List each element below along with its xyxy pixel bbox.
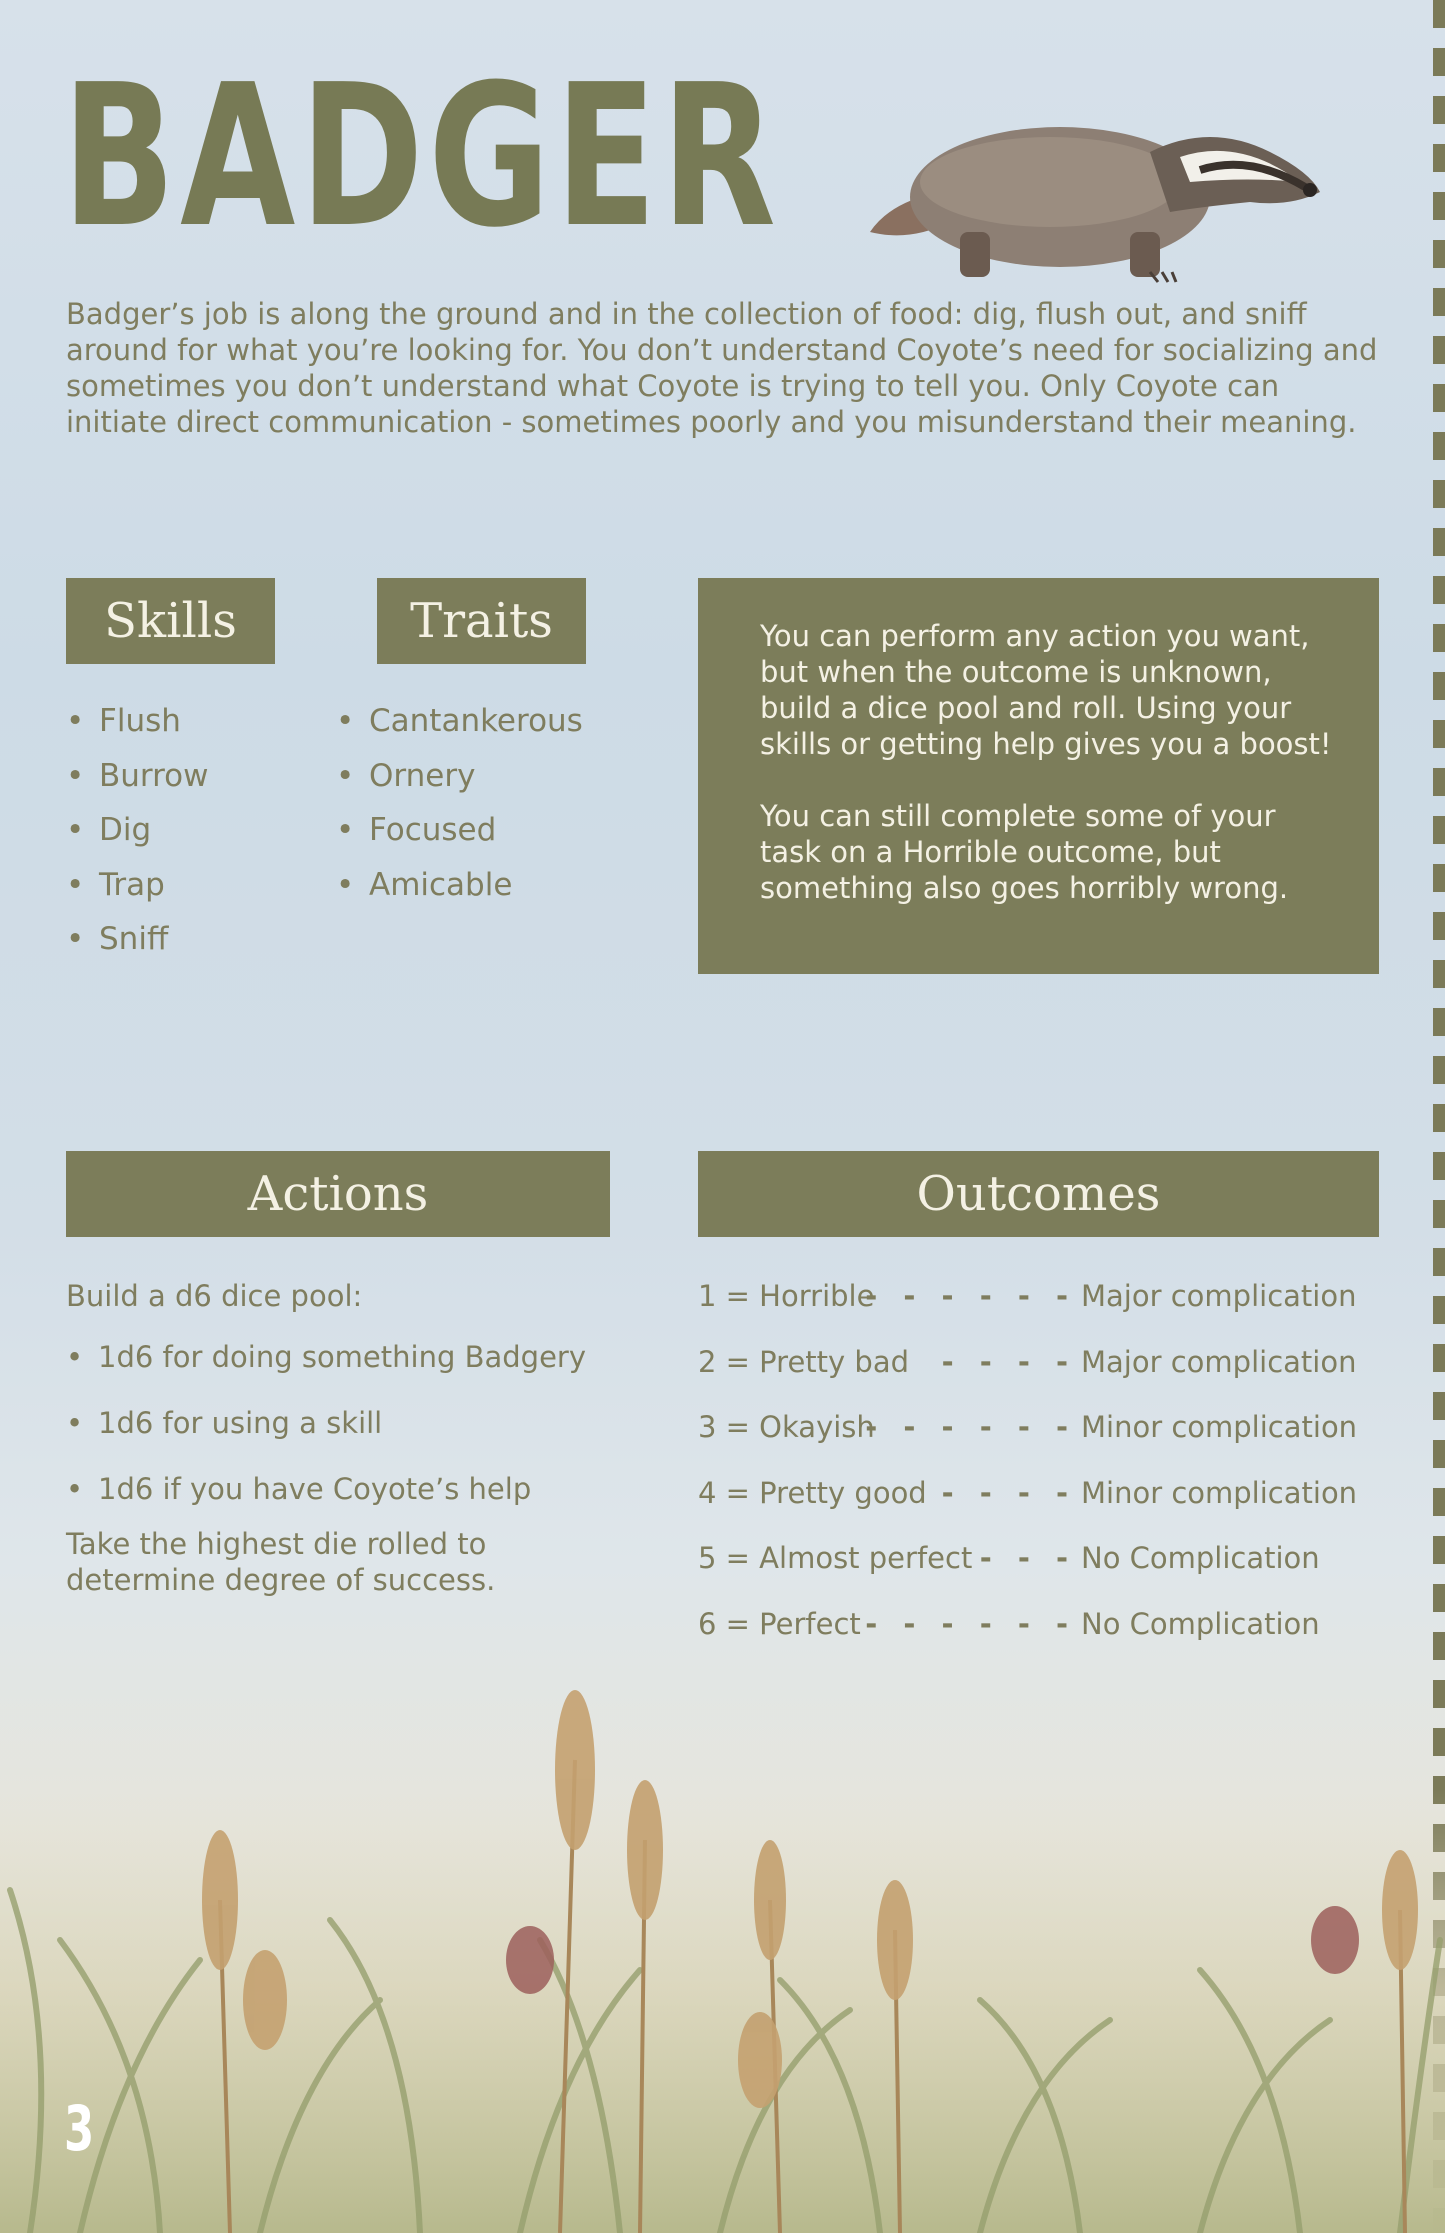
outcome-label: 4 = Pretty good (698, 1475, 927, 1510)
actions-closing: Take the highest die rolled to determine degree of success. (66, 1527, 496, 1597)
traits-list (336, 694, 583, 912)
outcomes-table (698, 1268, 1388, 1662)
outcome-result: Major complication (1081, 1344, 1357, 1379)
outcome-row (698, 1399, 1388, 1465)
list-item: • Amicable (336, 858, 583, 913)
list-item: • Dig (66, 803, 209, 858)
dash-leader: - - - (979, 1541, 1076, 1576)
list-item: • 1d6 for doing something Badgery (66, 1324, 626, 1390)
list-item: • Flush (66, 694, 209, 749)
outcome-label: 2 = Pretty bad (698, 1344, 910, 1379)
outcome-row (698, 1465, 1388, 1531)
skills-list (66, 694, 209, 967)
dash-leader: - - - - - - (865, 1279, 1076, 1313)
actions-section (66, 1268, 626, 1598)
list-item: • Cantankerous (336, 694, 583, 749)
dash-leader: - - - - - - (865, 1410, 1076, 1445)
list-item: • Ornery (336, 749, 583, 804)
list-item: • 1d6 if you have Coyote’s help (66, 1456, 626, 1522)
actions-list (66, 1324, 626, 1522)
dash-leader: - - - - (941, 1344, 1076, 1379)
outcome-result: No Complication (1081, 1606, 1320, 1641)
outcome-result: Minor complication (1081, 1410, 1358, 1445)
page-number: 3 (64, 2092, 95, 2165)
list-item: • Trap (66, 858, 209, 913)
rules-callout-box (698, 578, 1379, 974)
outcome-label: 3 = Okayish (698, 1410, 875, 1445)
skills-heading: Skills (66, 578, 275, 664)
dash-leader: - - - - (941, 1475, 1076, 1510)
list-item: • Focused (336, 803, 583, 858)
outcome-row (698, 1334, 1388, 1400)
outcome-label: 5 = Almost perfect (698, 1541, 973, 1576)
list-item: • 1d6 for using a skill (66, 1390, 626, 1456)
grass-illustration (0, 1640, 1445, 2233)
actions-heading: Actions (66, 1151, 610, 1237)
outcome-label: 1 = Horrible (698, 1279, 875, 1313)
actions-lead: Build a d6 dice pool: (66, 1279, 363, 1313)
outcomes-heading: Outcomes (698, 1151, 1379, 1237)
outcome-result: Major complication (1081, 1279, 1357, 1313)
page-title: BADGER (62, 43, 781, 271)
badger-illustration (850, 82, 1340, 292)
outcome-row (698, 1530, 1388, 1596)
dash-leader: - - - - - - (865, 1606, 1076, 1641)
traits-heading: Traits (377, 578, 586, 664)
rules-paragraph: You can still complete some of your task on a Horrible outcome, but something also goes horribly wrong. (760, 799, 1289, 905)
list-item: • Burrow (66, 749, 209, 804)
rules-paragraph: You can perform any action you want, but when the outcome is unknown, build a dice pool and roll. Using your skills or getting help gives you a boost! (760, 619, 1332, 761)
outcome-row (698, 1268, 1388, 1334)
list-item: • Sniff (66, 912, 209, 967)
outcome-result: Minor complication (1081, 1475, 1358, 1510)
outcome-result: No Complication (1081, 1541, 1320, 1576)
intro-paragraph: Badger’s job is along the ground and in the collection of food: dig, flush out, and sniff around for what you’re looking for. You don’t understand Coyote’s need for socializing and sometimes you don’t understand what Coyote is trying to tell you. Only Coyote can initiate direct communication - sometimes poorly and you misunderstand their meaning. (66, 297, 1378, 439)
outcome-label: 6 = Perfect (698, 1606, 861, 1641)
